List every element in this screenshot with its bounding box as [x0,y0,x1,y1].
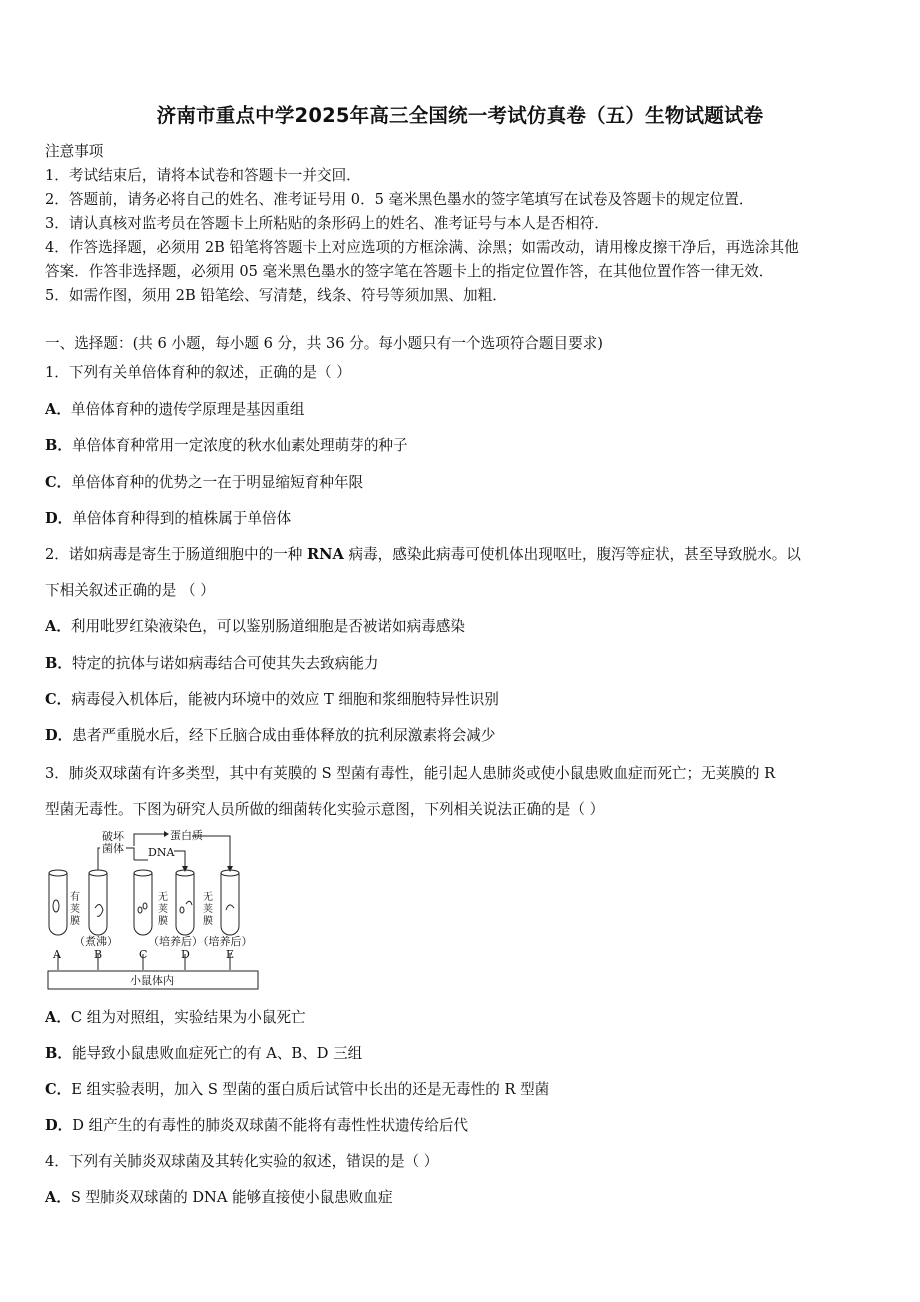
notice-item: 1．考试结束后，请将本试卷和答题卡一并交回． [45,167,361,184]
notice-heading: 注意事项 [45,143,104,160]
group-label: B [94,948,103,961]
figure-label: 荚 [158,904,168,915]
q4-option-a [45,1186,393,1207]
q2-option-c [45,688,499,709]
q1-option-a [45,398,304,419]
q1-option-b [45,434,408,455]
q3-option-d [45,1114,468,1135]
figure-label: DNA [148,846,175,859]
option-letter: A． [45,1009,71,1026]
q2-stem-part: 2．诺如病毒是寄生于肠道细胞中的一种 [45,546,303,563]
option-letter: C． [45,691,72,708]
option-text: 能导致小鼠患败血症死亡的有 A、B、D 三组 [71,1045,363,1062]
group-label: E [226,948,235,961]
option-text: C 组为对照组，实验结果为小鼠死亡 [70,1009,306,1026]
figure-note: （煮沸） [74,935,118,948]
option-text: E 组实验表明，加入 S 型菌的蛋白质后试管中长出的还是无毒性的 R 型菌 [71,1081,550,1098]
figure-label: 蛋白质 [170,829,203,842]
q2-option-b [45,652,378,673]
option-letter: C． [45,474,72,491]
figure-label: 有 [70,892,80,903]
figure-label: 破坏 [102,830,124,843]
option-letter: B． [45,655,72,672]
group-label: D [181,948,190,961]
q3-stem-line1: 3．肺炎双球菌有许多类型，其中有荚膜的 S 型菌有毒性，能引起人患肺炎或使小鼠患败血症而死亡；无荚膜的 R [45,765,776,782]
notice-item: 2．答题前，请务必将自己的姓名、准考证号用 0．5 毫米黑色墨水的签字笔填写在试卷及答题卡的规定位置． [45,191,754,208]
option-text: 病毒侵入机体后，能被内环境中的效应 T 细胞和浆细胞特异性识别 [71,691,499,708]
figure-label: 膜 [203,916,213,927]
q2-option-d [45,724,495,745]
option-text: 单倍体育种得到的植株属于单倍体 [72,510,292,527]
option-text: 单倍体育种的遗传学原理是基因重组 [70,401,305,418]
exam-title: 济南市重点中学2025年高三全国统一考试仿真卷（五）生物试题试卷 [156,104,764,127]
group-label: C [139,948,148,961]
figure-label: 荚 [203,904,213,915]
figure-label: 膜 [158,916,168,927]
option-letter: D． [45,727,73,744]
option-letter: C． [45,1081,72,1098]
option-letter: A． [45,618,71,635]
option-letter: D． [45,510,73,527]
q1-option-c [45,471,363,492]
group-label: A [53,948,61,961]
q3-option-b [45,1042,362,1063]
q2-stem-line2: 下相关叙述正确的是 （ ） [45,582,215,599]
q2-stem-part: 病毒，感染此病毒可使机体出现呕吐，腹泻等症状，甚至导致脱水。以 [348,546,801,563]
option-text: 特定的抗体与诺如病毒结合可使其失去致病能力 [71,655,379,672]
q2-stem-rna: RNA [307,546,344,563]
figure-box-label: 小鼠体内 [130,974,174,987]
option-letter: B． [45,1045,72,1062]
q2-stem [45,543,801,564]
option-text: 单倍体育种常用一定浓度的秋水仙素处理萌芽的种子 [71,437,408,454]
figure-note: （培养后）（培养后） [148,935,253,948]
q3-stem-line2: 型菌无毒性。下图为研究人员所做的细菌转化实验示意图，下列相关说法正确的是（ ） [45,801,605,818]
option-letter: B． [45,437,72,454]
bacterial-transformation-figure [44,826,269,994]
option-letter: A． [45,1189,71,1206]
q2-option-a [45,615,465,636]
q3-option-a [45,1006,306,1027]
figure-label: 荚 [70,904,80,915]
option-text: S 型肺炎双球菌的 DNA 能够直接使小鼠患败血症 [70,1189,393,1206]
option-text: D 组产生的有毒性的肺炎双球菌不能将有毒性性状遗传给后代 [72,1117,469,1134]
option-text: 患者严重脱水后，经下丘脑合成由垂体释放的抗利尿激素将会减少 [72,727,496,744]
notice-item: 3．请认真核对监考员在答题卡上所粘贴的条形码上的姓名、准考证号与本人是否相符． [45,215,609,232]
figure-label: 无 [203,892,213,903]
figure-label: 菌体 [102,842,124,855]
q1-option-d [45,507,291,528]
q4-stem: 4．下列有关肺炎双球菌及其转化实验的叙述，错误的是（ ） [45,1153,439,1170]
option-text: 单倍体育种的优势之一在于明显缩短育种年限 [71,474,364,491]
figure-label: 无 [158,892,168,903]
q1-stem: 1．下列有关单倍体育种的叙述，正确的是（ ） [45,364,351,381]
notice-item: 5．如需作图，须用 2B 铅笔绘、写清楚，线条、符号等须加黑、加粗． [45,287,507,304]
section-heading: 一、选择题：(共 6 小题，每小题 6 分，共 36 分。每小题只有一个选项符合题目要求) [45,335,603,352]
figure-label: 膜 [70,916,80,927]
notice-item: 4．作答选择题，必须用 2B 铅笔将答题卡上对应选项的方框涂满、涂黑；如需改动，请用橡皮擦干净后，再选涂其他 [45,239,799,256]
option-letter: D． [45,1117,73,1134]
option-text: 利用吡罗红染液染色，可以鉴别肠道细胞是否被诺如病毒感染 [70,618,465,635]
q3-option-c [45,1078,549,1099]
notice-item: 答案．作答非选择题，必须用 05 毫米黑色墨水的签字笔在答题卡上的指定位置作答，在其他位置作答一律无效． [45,263,774,280]
option-letter: A． [45,401,71,418]
